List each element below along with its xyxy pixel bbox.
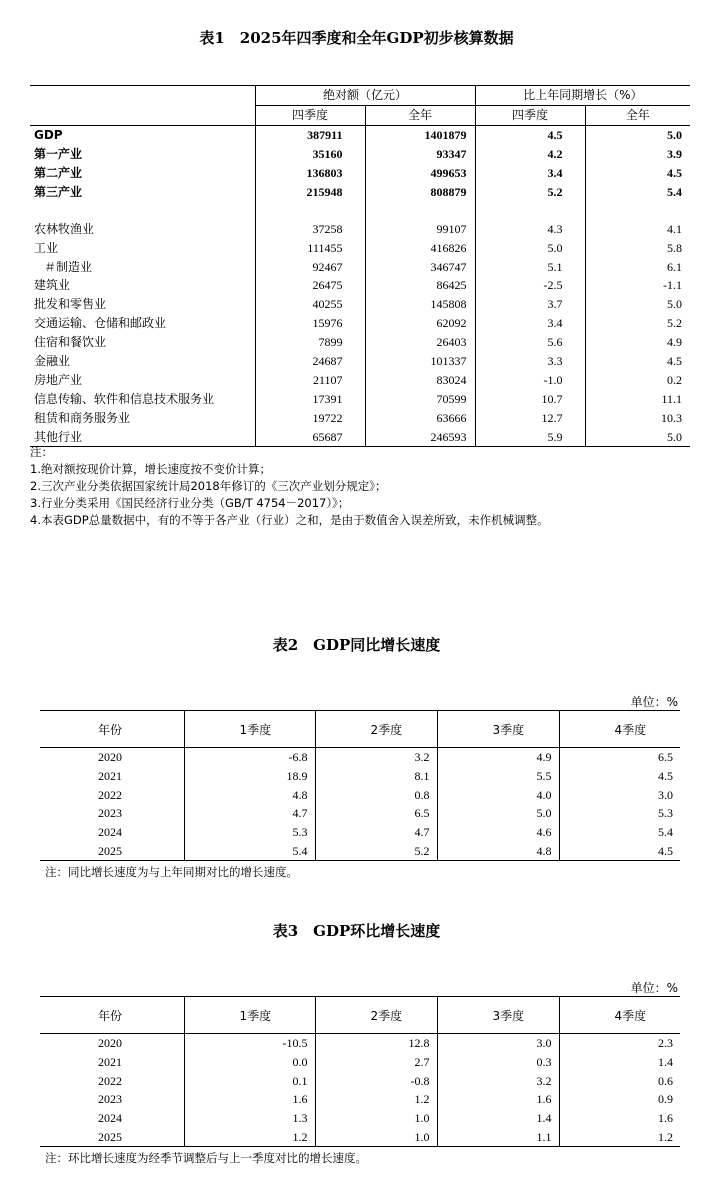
cell-yearg: 5.4 xyxy=(585,182,690,201)
cell-year: 246593 xyxy=(365,427,475,446)
cell-year: 26403 xyxy=(365,333,475,352)
cell-year: 83024 xyxy=(365,370,475,389)
column-header: 1季度 xyxy=(184,997,315,1034)
cell-q4g: 3.4 xyxy=(475,164,585,183)
value-cell: 4.5 xyxy=(559,841,680,860)
cell-q4: 92467 xyxy=(255,257,365,276)
cell-yearg: 0.2 xyxy=(585,370,690,389)
value-cell: 4.7 xyxy=(184,804,315,823)
value-cell: 1.4 xyxy=(437,1109,559,1128)
cell-yearg: 5.0 xyxy=(585,125,690,144)
year-cell: 2023 xyxy=(98,1092,122,1107)
value-cell: -6.8 xyxy=(184,748,315,767)
year-cell: 2020 xyxy=(98,1036,122,1051)
cell-q4g: 5.0 xyxy=(475,238,585,257)
cell-year: 145808 xyxy=(365,295,475,314)
cell-q4: 17391 xyxy=(255,389,365,408)
cell-q4g: 3.4 xyxy=(475,314,585,333)
table-row xyxy=(30,408,690,427)
year-cell: 2022 xyxy=(98,787,122,802)
spacer-cell xyxy=(585,201,690,219)
row-label: 交通运输、仓储和邮政业 xyxy=(34,316,167,331)
value-cell: 5.4 xyxy=(184,841,315,860)
cell-yearg: 5.8 xyxy=(585,238,690,257)
value-cell: -10.5 xyxy=(184,1034,315,1053)
column-header: 3季度 xyxy=(437,997,559,1034)
note-line: 注： xyxy=(30,445,53,459)
row-label: 金融业 xyxy=(34,354,71,369)
row-label: GDP xyxy=(34,128,63,143)
value-cell: 4.5 xyxy=(559,767,680,786)
row-label: 其他行业 xyxy=(30,427,255,446)
cell-year: 1401879 xyxy=(365,125,475,144)
year-cell: 2025 xyxy=(40,841,184,860)
value-cell: 4.0 xyxy=(437,785,559,804)
cell-year: 63666 xyxy=(365,408,475,427)
table-row xyxy=(40,748,680,767)
table-row xyxy=(40,823,680,842)
cell-q4g: 10.7 xyxy=(475,389,585,408)
cell-year: 86425 xyxy=(365,276,475,295)
column-header: 2季度 xyxy=(315,997,437,1034)
cell-q4g: 3.3 xyxy=(475,352,585,371)
table-row xyxy=(30,295,690,314)
cell-year: 808879 xyxy=(365,182,475,201)
table3-note: 注：环比增长速度为经季节调整后与上一季度对比的增长速度。 xyxy=(45,1151,367,1165)
value-cell: 1.0 xyxy=(315,1109,437,1128)
cell-q4: 35160 xyxy=(255,145,365,164)
value-cell: 8.1 xyxy=(315,767,437,786)
table-row xyxy=(30,276,690,295)
table2-note: 注：同比增长速度为与上年同期对比的增长速度。 xyxy=(45,865,298,879)
table3-title: 表3 GDP环比增长速度 xyxy=(272,922,441,940)
column-header: 3季度 xyxy=(437,711,559,748)
value-cell: 0.8 xyxy=(315,785,437,804)
cell-year: 99107 xyxy=(365,219,475,238)
value-cell: 5.5 xyxy=(437,767,559,786)
cell-year: 62092 xyxy=(365,314,475,333)
table-row xyxy=(40,1127,680,1146)
table-row xyxy=(30,145,690,164)
cell-yearg: 5.0 xyxy=(585,427,690,446)
value-cell: 5.0 xyxy=(437,804,559,823)
value-cell: 5.2 xyxy=(315,841,437,860)
note-line: 2.三次产业分类依据国家统计局2018年修订的《三次产业划分规定》； xyxy=(30,479,387,493)
value-cell: 4.9 xyxy=(437,748,559,767)
year-cell: 2023 xyxy=(98,806,122,821)
cell-yearg: 4.5 xyxy=(585,164,690,183)
cell-yearg: 4.1 xyxy=(585,219,690,238)
row-label: 第一产业 xyxy=(34,147,83,162)
spacer-cell xyxy=(365,201,475,219)
cell-q4g: 5.6 xyxy=(475,333,585,352)
table-row xyxy=(40,1053,680,1072)
cell-q4g: 4.3 xyxy=(475,219,585,238)
table1-notes xyxy=(30,444,549,529)
year-cell: 2025 xyxy=(40,1127,184,1146)
header-blank xyxy=(30,86,255,106)
cell-yearg: 4.9 xyxy=(585,333,690,352)
cell-q4: 7899 xyxy=(255,333,365,352)
cell-yearg: 4.5 xyxy=(585,352,690,371)
year-cell: 2021 xyxy=(98,1055,122,1070)
column-header: 2季度 xyxy=(315,711,437,748)
table2-title: 表2 GDP同比增长速度 xyxy=(272,636,441,654)
cell-q4g: 5.1 xyxy=(475,257,585,276)
cell-q4: 387911 xyxy=(255,125,365,144)
value-cell: 12.8 xyxy=(315,1034,437,1053)
value-cell: 0.0 xyxy=(184,1053,315,1072)
value-cell: 0.9 xyxy=(559,1090,680,1109)
table-row xyxy=(30,333,690,352)
spacer-row xyxy=(30,201,690,219)
table-row xyxy=(30,182,690,201)
row-label: 信息传输、软件和信息技术服务业 xyxy=(34,391,215,406)
header-year: 全年 xyxy=(365,105,475,125)
cell-q4: 215948 xyxy=(255,182,365,201)
note-line: 1.绝对额按现价计算，增长速度按不变价计算； xyxy=(30,462,271,476)
value-cell: 2.7 xyxy=(315,1053,437,1072)
cell-q4: 21107 xyxy=(255,370,365,389)
value-cell: 2.3 xyxy=(559,1034,680,1053)
cell-q4: 15976 xyxy=(255,314,365,333)
cell-yearg: -1.1 xyxy=(585,276,690,295)
table-row xyxy=(30,257,690,276)
table-row xyxy=(30,164,690,183)
value-cell: 1.6 xyxy=(437,1090,559,1109)
cell-yearg: 5.0 xyxy=(585,295,690,314)
row-label: 农林牧渔业 xyxy=(34,221,95,236)
cell-year: 416826 xyxy=(365,238,475,257)
cell-q4g: -2.5 xyxy=(475,276,585,295)
table2-unit: 单位：% xyxy=(630,695,678,709)
value-cell: 18.9 xyxy=(184,767,315,786)
table-row xyxy=(40,767,680,786)
value-cell: 1.0 xyxy=(315,1127,437,1146)
table3-unit: 单位：% xyxy=(630,981,678,995)
value-cell: 3.2 xyxy=(315,748,437,767)
value-cell: 5.4 xyxy=(559,823,680,842)
row-label: 批发和零售业 xyxy=(34,297,107,312)
cell-q4: 37258 xyxy=(255,219,365,238)
table-row xyxy=(30,314,690,333)
cell-q4g: 4.2 xyxy=(475,145,585,164)
cell-year: 499653 xyxy=(365,164,475,183)
value-cell: 6.5 xyxy=(315,804,437,823)
cell-q4: 65687 xyxy=(255,427,365,446)
year-cell: 2024 xyxy=(98,1111,122,1126)
header-q4: 四季度 xyxy=(255,105,365,125)
note-line: 4.本表GDP总量数据中，有的不等于各产业（行业）之和，是由于数值舍入误差所致，未作机械调整。 xyxy=(30,513,549,527)
value-cell: 1.1 xyxy=(437,1127,559,1146)
year-cell: 2022 xyxy=(98,1073,122,1088)
table-row xyxy=(30,352,690,371)
qoq-growth-table xyxy=(40,996,680,1147)
cell-q4g: -1.0 xyxy=(475,370,585,389)
spacer-cell xyxy=(475,201,585,219)
row-label: 住宿和餐饮业 xyxy=(34,335,107,350)
spacer-cell xyxy=(255,201,365,219)
row-label: 房地产业 xyxy=(34,372,83,387)
value-cell: 5.3 xyxy=(559,804,680,823)
cell-q4g: 12.7 xyxy=(475,408,585,427)
spacer-cell xyxy=(30,201,255,219)
value-cell: 6.5 xyxy=(559,748,680,767)
column-header: 年份 xyxy=(40,711,184,748)
table1-title: 表1 2025年四季度和全年GDP初步核算数据 xyxy=(199,29,514,47)
gdp-table xyxy=(30,85,690,447)
table-row xyxy=(40,1034,680,1053)
table-row xyxy=(40,785,680,804)
header-year-growth: 全年 xyxy=(585,105,690,125)
value-cell: 1.2 xyxy=(559,1127,680,1146)
value-cell: 4.8 xyxy=(437,841,559,860)
cell-year: 70599 xyxy=(365,389,475,408)
table-row xyxy=(30,370,690,389)
row-label: ＃制造业 xyxy=(44,259,93,274)
table-row xyxy=(40,1109,680,1128)
cell-yearg: 5.2 xyxy=(585,314,690,333)
header-q4-growth: 四季度 xyxy=(475,105,585,125)
cell-q4g: 5.9 xyxy=(475,427,585,446)
table-row xyxy=(30,125,690,144)
value-cell: 1.2 xyxy=(184,1127,315,1146)
value-cell: 0.6 xyxy=(559,1071,680,1090)
row-label: 工业 xyxy=(34,240,59,255)
cell-q4: 26475 xyxy=(255,276,365,295)
cell-q4: 111455 xyxy=(255,238,365,257)
cell-q4: 40255 xyxy=(255,295,365,314)
value-cell: 5.3 xyxy=(184,823,315,842)
year-cell: 2020 xyxy=(98,750,122,765)
table-row xyxy=(40,804,680,823)
cell-q4: 19722 xyxy=(255,408,365,427)
cell-q4: 136803 xyxy=(255,164,365,183)
value-cell: 3.0 xyxy=(437,1034,559,1053)
column-header: 4季度 xyxy=(559,711,680,748)
table-row xyxy=(30,238,690,257)
row-label: 租赁和商务服务业 xyxy=(34,410,131,425)
cell-q4: 24687 xyxy=(255,352,365,371)
row-label: 建筑业 xyxy=(34,278,71,293)
cell-q4g: 5.2 xyxy=(475,182,585,201)
value-cell: 1.4 xyxy=(559,1053,680,1072)
cell-year: 93347 xyxy=(365,145,475,164)
value-cell: 1.6 xyxy=(184,1090,315,1109)
table-row xyxy=(40,841,680,860)
value-cell: 0.1 xyxy=(184,1071,315,1090)
cell-year: 346747 xyxy=(365,257,475,276)
cell-q4g: 3.7 xyxy=(475,295,585,314)
value-cell: 0.3 xyxy=(437,1053,559,1072)
table-row xyxy=(40,1090,680,1109)
header-blank-2 xyxy=(30,105,255,125)
cell-yearg: 6.1 xyxy=(585,257,690,276)
column-header: 1季度 xyxy=(184,711,315,748)
year-cell: 2021 xyxy=(98,769,122,784)
value-cell: 3.2 xyxy=(437,1071,559,1090)
value-cell: 3.0 xyxy=(559,785,680,804)
row-label: 第二产业 xyxy=(34,166,83,180)
value-cell: 1.6 xyxy=(559,1109,680,1128)
value-cell: 1.2 xyxy=(315,1090,437,1109)
header-growth: 比上年同期增长（%） xyxy=(475,86,690,106)
note-line: 3.行业分类采用《国民经济行业分类（GB/T 4754－2017）》； xyxy=(30,496,350,510)
value-cell: -0.8 xyxy=(315,1071,437,1090)
cell-yearg: 3.9 xyxy=(585,145,690,164)
header-absolute: 绝对额（亿元） xyxy=(255,86,475,106)
row-label: 第三产业 xyxy=(34,184,83,199)
cell-year: 101337 xyxy=(365,352,475,371)
value-cell: 4.7 xyxy=(315,823,437,842)
column-header: 4季度 xyxy=(559,997,680,1034)
table-row xyxy=(30,389,690,408)
table-row xyxy=(40,1071,680,1090)
cell-q4g: 4.5 xyxy=(475,125,585,144)
column-header: 年份 xyxy=(40,997,184,1034)
value-cell: 4.6 xyxy=(437,823,559,842)
value-cell: 1.3 xyxy=(184,1109,315,1128)
year-cell: 2024 xyxy=(98,825,122,840)
cell-yearg: 11.1 xyxy=(585,389,690,408)
value-cell: 4.8 xyxy=(184,785,315,804)
table-row xyxy=(30,219,690,238)
cell-yearg: 10.3 xyxy=(585,408,690,427)
yoy-growth-table xyxy=(40,710,680,861)
